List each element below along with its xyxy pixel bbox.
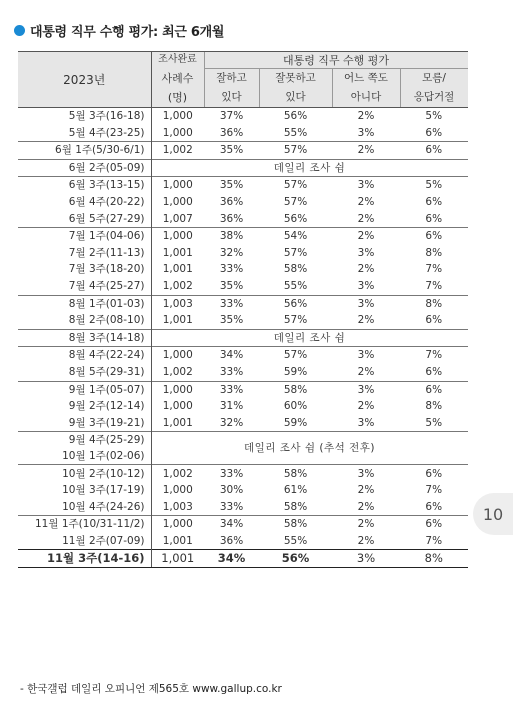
period-cell: 11월 2주(07-09) [18, 533, 151, 550]
sample-size-cell: 1,000 [162, 400, 193, 413]
period-cell: 7월 2주(11-13) [18, 245, 151, 262]
bad-cell: 57% [283, 314, 308, 327]
sample-size-cell: 1,001 [162, 263, 193, 276]
period-cell: 10월 3주(17-19) [18, 482, 151, 499]
table-row [18, 329, 468, 347]
neither-cell: 2% [332, 142, 400, 160]
dk-cell: 6% [425, 126, 443, 139]
neither-cell: 2% [357, 365, 375, 378]
period-cell: 11월 1주(10/31-11/2) [18, 516, 151, 533]
dk-cell: 6% [400, 516, 468, 533]
approval-table [18, 51, 468, 568]
table-row [18, 347, 468, 364]
table-row [18, 312, 468, 329]
dk-cell: 5% [400, 177, 468, 194]
good-cell: 35% [219, 279, 244, 292]
dk-cell: 6% [425, 365, 443, 378]
period-cell: 11월 3주(14-16) [18, 550, 151, 568]
good-cell: 33% [219, 365, 244, 378]
table-row [18, 278, 468, 295]
table-row [18, 295, 468, 312]
sample-size-cell: 1,001 [162, 534, 193, 547]
bad-cell: 57% [283, 196, 308, 209]
n-header-mid: 사례수 [151, 69, 204, 88]
bad-cell: 58% [283, 263, 308, 276]
bad-cell: 58% [259, 381, 332, 398]
bad-header-1: 잘못하고 [259, 69, 332, 88]
dk-cell: 6% [425, 314, 443, 327]
dk-cell: 6% [425, 212, 443, 225]
bad-header-2: 있다 [259, 88, 332, 108]
neither-cell: 3% [357, 246, 375, 259]
period-cell: 9월 4주(25-29) [18, 432, 151, 449]
good-cell: 34% [204, 550, 259, 568]
neither-cell: 2% [357, 484, 375, 497]
good-cell: 35% [204, 177, 259, 194]
table-row [18, 159, 468, 177]
neither-header-2: 아니다 [332, 88, 400, 108]
neither-header-1: 어느 쪽도 [332, 69, 400, 88]
table-row [18, 550, 468, 568]
period-cell: 9월 3주(19-21) [18, 415, 151, 432]
bad-cell: 55% [283, 279, 308, 292]
bad-cell: 56% [283, 212, 308, 225]
dk-cell: 7% [400, 347, 468, 364]
sample-size-cell: 1,002 [151, 142, 204, 160]
good-header-1: 잘하고 [204, 69, 259, 88]
good-cell: 33% [204, 381, 259, 398]
sample-size-cell: 1,000 [162, 484, 193, 497]
sample-size-cell: 1,002 [162, 279, 193, 292]
period-cell: 10월 4주(24-26) [18, 499, 151, 516]
table-row [18, 177, 468, 194]
bad-cell: 57% [259, 142, 332, 160]
dk-header-1: 모름/ [400, 69, 468, 88]
period-cell: 5월 3주(16-18) [18, 108, 151, 125]
table-row [18, 398, 468, 415]
table-row [18, 125, 468, 142]
table-row [18, 245, 468, 262]
neither-cell: 2% [357, 500, 375, 513]
good-cell: 31% [219, 400, 244, 413]
dk-cell: 6% [425, 500, 443, 513]
group-header: 대통령 직무 수행 평가 [204, 52, 468, 69]
sample-size-cell: 1,001 [162, 246, 193, 259]
good-cell: 35% [204, 142, 259, 160]
dk-cell: 8% [400, 550, 468, 568]
period-cell: 8월 4주(22-24) [18, 347, 151, 364]
bad-cell: 56% [259, 550, 332, 568]
good-cell: 38% [204, 228, 259, 245]
good-cell: 33% [204, 295, 259, 312]
sample-size-cell: 1,000 [151, 516, 204, 533]
sample-size-cell: 1,003 [162, 500, 193, 513]
skip-note: 데일리 조사 쉼 [151, 159, 468, 177]
sample-size-cell: 1,000 [162, 110, 193, 123]
bad-cell: 58% [259, 465, 332, 482]
bad-cell: 55% [283, 534, 308, 547]
period-cell: 6월 5주(27-29) [18, 211, 151, 228]
good-cell: 34% [204, 516, 259, 533]
table-row [18, 415, 468, 432]
table-row [18, 499, 468, 516]
dk-cell: 7% [425, 279, 443, 292]
bad-cell: 55% [283, 126, 308, 139]
period-cell: 6월 4주(20-22) [18, 194, 151, 211]
sample-size-cell: 1,000 [151, 381, 204, 398]
good-cell: 34% [204, 347, 259, 364]
period-cell: 8월 3주(14-18) [18, 329, 151, 347]
neither-cell: 3% [332, 550, 400, 568]
bullet-icon [14, 25, 25, 36]
good-cell: 37% [219, 110, 244, 123]
sample-size-cell: 1,001 [162, 314, 193, 327]
bad-cell: 60% [283, 400, 308, 413]
sample-size-cell: 1,002 [151, 465, 204, 482]
bad-cell: 56% [259, 295, 332, 312]
dk-cell: 5% [425, 110, 443, 123]
dk-cell: 6% [400, 381, 468, 398]
table-row [18, 432, 468, 449]
good-cell: 35% [219, 314, 244, 327]
period-cell: 8월 5주(29-31) [18, 364, 151, 381]
sample-size-cell: 1,001 [151, 550, 204, 568]
dk-cell: 8% [425, 400, 443, 413]
period-cell: 10월 1주(02-06) [18, 448, 151, 465]
bad-cell: 58% [283, 500, 308, 513]
neither-cell: 3% [357, 279, 375, 292]
dk-cell: 5% [425, 416, 443, 429]
dk-cell: 7% [425, 534, 443, 547]
period-cell: 9월 1주(05-07) [18, 381, 151, 398]
period-cell: 7월 3주(18-20) [18, 261, 151, 278]
good-cell: 36% [219, 212, 244, 225]
bad-cell: 56% [283, 110, 308, 123]
neither-cell: 3% [332, 347, 400, 364]
good-cell: 33% [219, 263, 244, 276]
n-header-bot: (명) [151, 88, 204, 108]
neither-cell: 3% [332, 381, 400, 398]
bad-cell: 59% [283, 365, 308, 378]
period-cell: 9월 2주(12-14) [18, 398, 151, 415]
good-cell: 30% [219, 484, 244, 497]
page-number-tab: 10 [473, 493, 513, 535]
neither-cell: 2% [357, 110, 375, 123]
sample-size-cell: 1,007 [162, 212, 193, 225]
dk-cell: 8% [425, 246, 443, 259]
neither-cell: 2% [332, 516, 400, 533]
table-row [18, 364, 468, 381]
good-cell: 32% [219, 246, 244, 259]
neither-cell: 2% [357, 196, 375, 209]
dk-cell: 7% [425, 263, 443, 276]
period-cell: 6월 1주(5/30-6/1) [18, 142, 151, 160]
bad-cell: 57% [259, 347, 332, 364]
good-cell: 33% [204, 465, 259, 482]
neither-cell: 3% [357, 126, 375, 139]
sample-size-cell: 1,001 [162, 416, 193, 429]
table-row [18, 381, 468, 398]
source-note: - 한국갤럽 데일리 오피니언 제565호 www.gallup.co.kr [20, 683, 282, 695]
period-cell: 8월 1주(01-03) [18, 295, 151, 312]
sample-size-cell: 1,000 [151, 177, 204, 194]
good-cell: 32% [219, 416, 244, 429]
sample-size-cell: 1,003 [151, 295, 204, 312]
sample-size-cell: 1,000 [162, 196, 193, 209]
year-header: 2023년 [18, 52, 151, 108]
bad-cell: 57% [259, 177, 332, 194]
bad-cell: 58% [259, 516, 332, 533]
bad-cell: 61% [283, 484, 308, 497]
table-row [18, 228, 468, 245]
table-row [18, 261, 468, 278]
period-cell: 5월 4주(23-25) [18, 125, 151, 142]
dk-cell: 6% [400, 142, 468, 160]
dk-cell: 6% [400, 465, 468, 482]
good-cell: 36% [219, 126, 244, 139]
dk-cell: 6% [400, 228, 468, 245]
neither-cell: 2% [357, 400, 375, 413]
dk-cell: 6% [425, 196, 443, 209]
period-cell: 6월 3주(13-15) [18, 177, 151, 194]
bad-cell: 59% [283, 416, 308, 429]
table-row [18, 194, 468, 211]
bad-cell: 57% [283, 246, 308, 259]
sample-size-cell: 1,000 [151, 347, 204, 364]
good-cell: 36% [219, 196, 244, 209]
period-cell: 6월 2주(05-09) [18, 159, 151, 177]
neither-cell: 3% [332, 177, 400, 194]
skip-note: 데일리 조사 쉼 (추석 전후) [151, 432, 468, 465]
period-cell: 7월 4주(25-27) [18, 278, 151, 295]
dk-header-2: 응답거절 [400, 88, 468, 108]
period-cell: 7월 1주(04-06) [18, 228, 151, 245]
n-header-top: 조사완료 [151, 52, 204, 69]
page-title: 대통령 직무 수행 평가: 최근 6개월 [30, 24, 225, 40]
sample-size-cell: 1,000 [162, 126, 193, 139]
table-row [18, 108, 468, 125]
neither-cell: 2% [357, 314, 375, 327]
good-header-2: 있다 [204, 88, 259, 108]
skip-note: 데일리 조사 쉼 [151, 329, 468, 347]
title-row [14, 20, 224, 40]
bad-cell: 54% [259, 228, 332, 245]
neither-cell: 2% [357, 534, 375, 547]
table-row [18, 516, 468, 533]
period-cell: 10월 2주(10-12) [18, 465, 151, 482]
neither-cell: 2% [332, 228, 400, 245]
neither-cell: 2% [357, 212, 375, 225]
neither-cell: 2% [357, 263, 375, 276]
neither-cell: 3% [332, 465, 400, 482]
sample-size-cell: 1,002 [162, 365, 193, 378]
period-cell: 8월 2주(08-10) [18, 312, 151, 329]
good-cell: 33% [219, 500, 244, 513]
good-cell: 36% [219, 534, 244, 547]
table-row [18, 142, 468, 160]
table-row [18, 482, 468, 499]
neither-cell: 3% [332, 295, 400, 312]
neither-cell: 3% [357, 416, 375, 429]
table-row [18, 211, 468, 228]
sample-size-cell: 1,000 [151, 228, 204, 245]
table-row [18, 465, 468, 482]
dk-cell: 8% [400, 295, 468, 312]
dk-cell: 7% [425, 484, 443, 497]
table-row [18, 533, 468, 550]
